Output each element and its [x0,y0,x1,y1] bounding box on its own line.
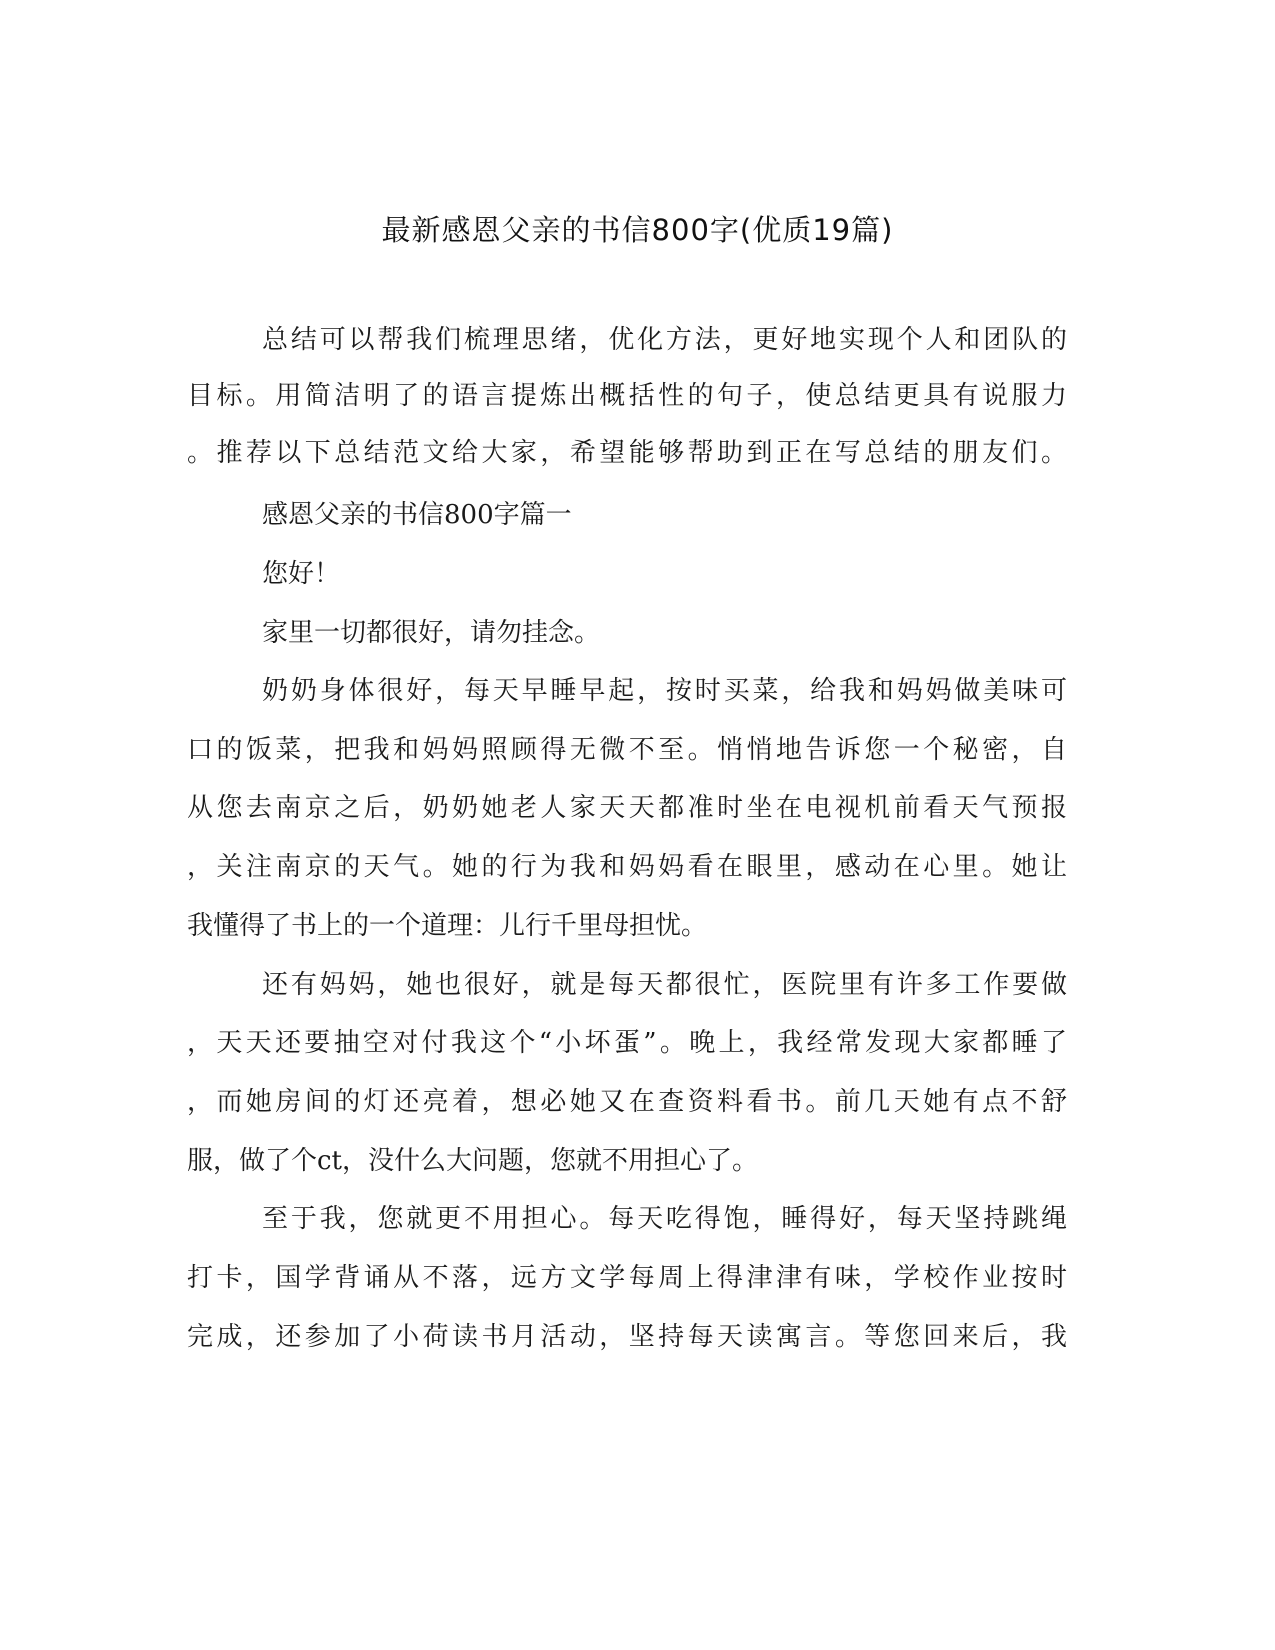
paragraph-line: 还有妈妈，她也很好，就是每天都很忙，医院里有许多工作要做 [262,970,1067,1000]
paragraph-line: 奶奶身体很好，每天早睡早起，按时买菜，给我和妈妈做美味可 [262,676,1067,706]
paragraph-line: 我懂得了书上的一个道理：儿行千里母担忧。 [187,911,708,941]
paragraph-line: ，天天还要抽空对付我这个“小坏蛋”。晚上，我经常发现大家都睡了 [187,1028,1067,1058]
paragraph-line: 家里一切都很好，请勿挂念。 [262,618,601,648]
paragraph-line: ，而她房间的灯还亮着，想必她又在查资料看书。前几天她有点不舒 [187,1087,1067,1117]
paragraph-line: 。推荐以下总结范文给大家，希望能够帮助到正在写总结的朋友们。 [187,438,1067,468]
paragraph-line: 服，做了个ct，没什么大问题，您就不用担心了。 [187,1146,759,1176]
paragraph-line: 打卡，国学背诵从不落，远方文学每周上得津津有味，学校作业按时 [187,1263,1067,1293]
paragraph-line: 完成，还参加了小荷读书月活动，坚持每天读寓言。等您回来后，我 [187,1322,1067,1352]
paragraph-line: 至于我，您就更不用担心。每天吃得饱，睡得好，每天坚持跳绳 [262,1204,1067,1234]
greeting-line: 您好！ [262,559,341,589]
paragraph-line: 口的饭菜，把我和妈妈照顾得无微不至。悄悄地告诉您一个秘密，自 [187,735,1067,765]
section-heading: 感恩父亲的书信800字篇一 [262,500,572,530]
document-title: 最新感恩父亲的书信800字(优质19篇) [381,213,894,247]
paragraph-line: 目标。用简洁明了的语言提炼出概括性的句子，使总结更具有说服力 [187,381,1067,411]
paragraph-line: ，关注南京的天气。她的行为我和妈妈看在眼里，感动在心里。她让 [187,852,1067,882]
paragraph-line: 从您去南京之后，奶奶她老人家天天都准时坐在电视机前看天气预报 [187,793,1067,823]
paragraph-line: 总结可以帮我们梳理思绪，优化方法，更好地实现个人和团队的 [262,325,1067,355]
